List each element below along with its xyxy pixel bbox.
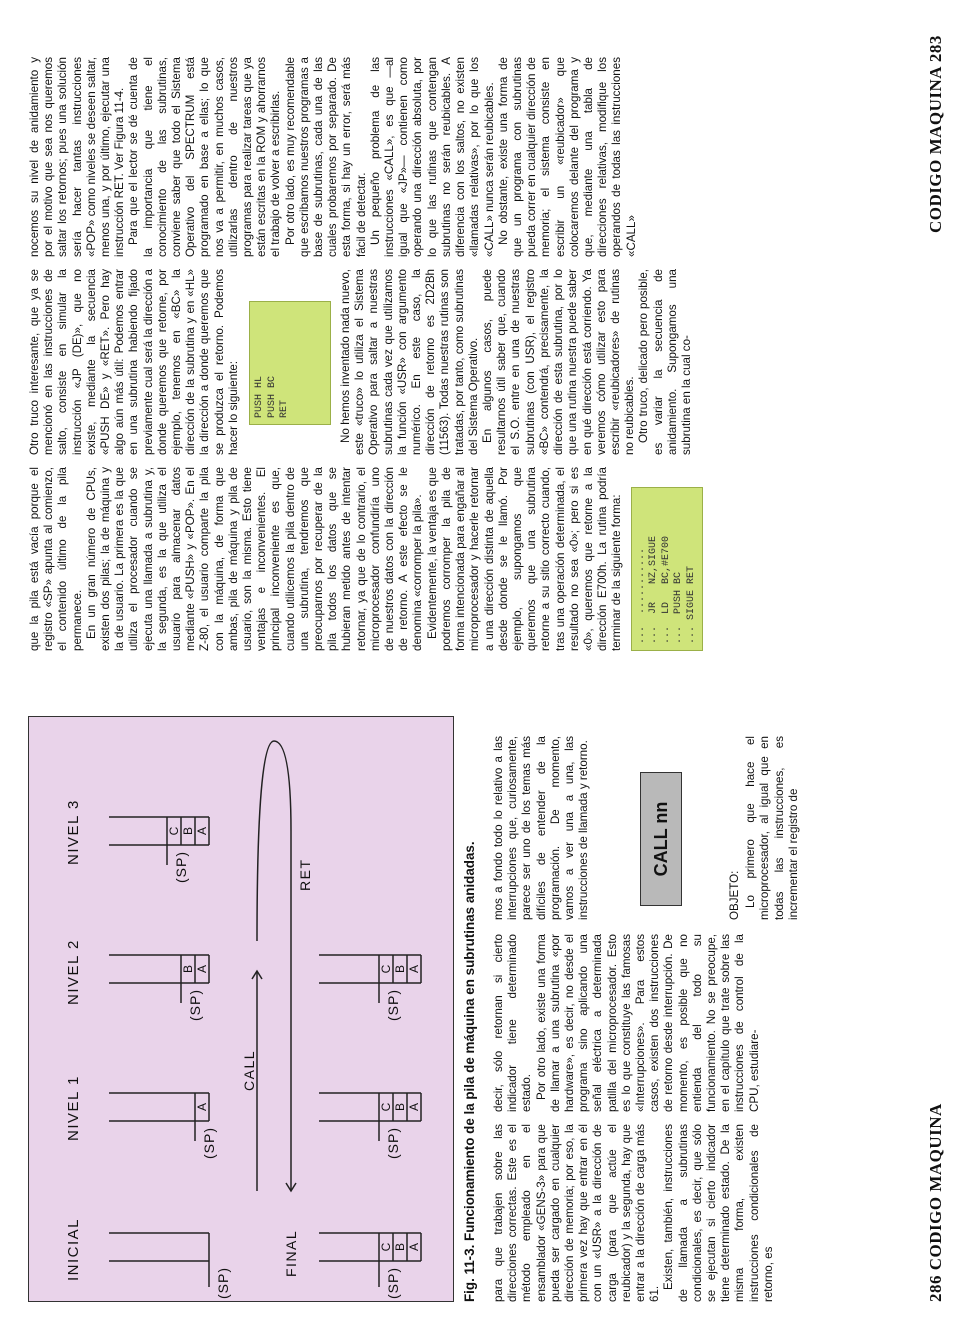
code-line: ... SIGUE RET bbox=[685, 565, 697, 644]
code-line: ... LD BC,#E700 bbox=[660, 535, 672, 644]
paragraph: Un pequeño problema de las instrucciones «CALL», es que —al igual que «JP»— contienen como operando una dirección absoluta, por lo que las rutinas que contengan subrutinas no serán reubicables. A diferencia con los saltos, no existen «llamadas relativas», por lo que los «CALL» nunca serán reubicables. bbox=[368, 57, 496, 257]
paragraph: Lo primero que hace el microprocesador, al igual que en todas las instrucciones, es incrementar el registro de bbox=[744, 736, 800, 920]
level-label-nivel3: NIVEL 3 bbox=[65, 799, 82, 865]
code-line: ... ........... bbox=[635, 547, 647, 644]
right-col-1 bbox=[28, 467, 703, 651]
left-col-3b bbox=[724, 736, 801, 920]
stack-cell: C bbox=[167, 826, 181, 836]
stack-cell: C bbox=[379, 1242, 393, 1252]
stack-cell: A bbox=[195, 1103, 209, 1112]
figure-caption: Fig. 11-3. Funcionamiento de la pila de máquina en subrutinas anidadas. bbox=[462, 841, 477, 1302]
level-label-nivel1: NIVEL 1 bbox=[65, 1075, 82, 1141]
paragraph: decir, sólo retornan si cierto indicador tiene determinado estado. bbox=[492, 934, 534, 1112]
code-line: ... PUSH BC bbox=[673, 571, 685, 644]
left-col-2 bbox=[492, 934, 762, 1112]
paragraph: Otro truco interesante, que ya se mencionó en las instrucciones de salto, consiste en simular la instrucción «JP (DE)», que no existe, mediante la secuencia «PUSH DE» y «RET». Pero hay algo aún más útil: Podemos entrar en una subrutina habiendo fijado previamente cual será la dirección a donde queremos que retorne, por ejemplo, tenemos en «BC» la dirección de la subrutina y en «HL» la dirección a donde queremos que se produzca el retorno. Podemos hacer lo siguiente: bbox=[28, 269, 240, 455]
page-286 bbox=[0, 669, 970, 1338]
stack-cell: A bbox=[195, 965, 209, 974]
page-footer-283: CODIGO MAQUINA 283 bbox=[926, 35, 945, 233]
level-label-inicial: INICIAL bbox=[65, 1217, 82, 1281]
stack-cell: B bbox=[181, 965, 195, 974]
level-label-nivel2: NIVEL 2 bbox=[65, 939, 82, 1005]
paragraph: Otro truco, delicado pero posible, es variar la secuencia de anidamiento. Supongamos una subrutina en la cual co- bbox=[637, 269, 693, 455]
code-listing-2 bbox=[249, 301, 331, 425]
figure-11-3 bbox=[28, 716, 454, 1302]
sp-label: (SP) bbox=[385, 1127, 401, 1159]
code-line: ... JR NZ,SIGUE bbox=[648, 535, 660, 644]
final-label: FINAL bbox=[283, 1229, 299, 1277]
call-nn-box: CALL nn bbox=[640, 772, 682, 906]
paragraph: En un gran número de CPUs, existen dos pilas; la de máquina y la de usuario. La primera es la que utiliza el procesador cuando se ejecuta una llamada a subrutina y, la segunda, es la que utiliza el usuario para almacenar datos mediante «PUSH» y «POP». En el Z-80, el usuario comparte la pila con la máquina, de forma que ambas, pila de máquina y pila de usuario, son la misma. Esto tiene ventajas e inconvenientes. El principal inconveniente es que, cuando utilicemos la pila dentro de una subrutina, tendremos que preocuparnos por recuperar de la pila todos los datos que se hubieran metido antes de intentar retornar, ya que de lo contrario, el microprocesador confundiría uno de nuestros datos con la dirección de retorno. A este efecto se le denomina «corromper la pila». bbox=[84, 467, 425, 651]
stack-cell: B bbox=[393, 965, 407, 974]
stack-cell: A bbox=[407, 1103, 421, 1112]
paragraph: mos a fondo todo lo relativo a las interrupciones que, curiosamente, parece ser uno de los temas más difíciles de entender de la programación. De momento, vamos a ver una a una, las instrucciones de llamada y retorno. bbox=[492, 736, 591, 920]
stack-cell: B bbox=[393, 1243, 407, 1252]
paragraph: Evidentemente, la ventaja es que podremos corromper la pila de forma intencionada para engañar al microprocesador y hacerle retornar a una dirección distinta de aquella desde donde se le llamó. Por ejemplo, supongamos que queremos que una subrutina retorne a su sitio correcto cuando, tras una operación determinada, el resultado no sea «0»; pero si es «0», queremos que retorne a la dirección E700h. La rutina podría terminar de la siguiente forma: bbox=[425, 467, 624, 651]
paragraph: No hemos inventado nada nuevo, este «truco» lo utiliza el Sistema Operativo para saltar a nuestras subrutinas cada vez que utilizamos la función «USR» con argumento numérico. En este caso, la dirección de retorno es 2D2Bh (11563). Todas nuestras rutinas son tratadas, por tanto, como subrutinas del Sistema Operativo. bbox=[339, 269, 480, 455]
sp-label: (SP) bbox=[385, 1267, 401, 1299]
objeto-heading: OBJETO: bbox=[728, 870, 741, 920]
paragraph: Para que el lector se dé cuenta de la importancia que tiene el conocimiento de las subrutinas, conviene saber que todo el Sistema Operativo del SPECTRUM está programado en base a ellas; lo que nos va a permitir, en muchos casos, utilizarlas dentro de nuestros programas para realizar tareas que ya están escritas en la ROM y ahorrarnos el trabajo de volver a escribirlas. bbox=[127, 57, 283, 257]
paragraph: para que trabajen sobre las direcciones correctas. Este es el método empleado en el ensamblador «GENS-3» para que pueda ser cargado en cualquier dirección de memoria; por eso, la primera vez hay que entrar en él con un «USR» a la dirección de carga (para que actúe el reubicador) y la segunda, hay que entrar a la dirección de carga más 61. bbox=[492, 1124, 662, 1302]
paragraph: Existen, también, instrucciones de llamada a subrutinas condicionales, es decir, que sólo se ejecutan si cierto indicador tiene determinado estado. De la misma forma, existen instrucciones condicionales de retorno, es bbox=[662, 1124, 775, 1302]
sp-label: (SP) bbox=[215, 1267, 231, 1299]
code-line: PUSH BC bbox=[266, 375, 278, 418]
paragraph: En algunos casos, puede resultarnos útil saber que, cuando el S.O. entre en una de nuestras subrutinas (con USR), el registro «BC» contendrá, precisamente, la dirección de esta subrutina, por lo que una rutina nuestra puede saber en qué dirección está corriendo. Ya veremos cómo utilizar esto para escribir «reubicadores» de rutinas no reubicables. bbox=[481, 269, 637, 455]
left-col-1 bbox=[492, 1124, 776, 1302]
stack-cell: A bbox=[195, 827, 209, 836]
paragraph: Por otro lado, existe una forma de llamar a una subrutina «por hardware», es decir, no desde el programa sino aplicando una señal eléctrica a determinada patilla del microprocesador. Esto es lo que constituye las famosas «Interrupciones». Para estos casos, existen dos instrucciones de retorno desde interrupción. De momento, es posible que no entienda del todo su funcionamiento. No se preocupe, en el capítulo que trate sobre las instrucciones de control de la CPU, estudiare- bbox=[534, 934, 761, 1112]
paragraph: que la pila está vacía porque el registro «SP» apunta al comienzo, el contenido último de la pila permanece. bbox=[28, 467, 84, 651]
stack-cell: B bbox=[393, 1103, 407, 1112]
right-col-3 bbox=[28, 57, 639, 257]
sp-label: (SP) bbox=[385, 989, 401, 1021]
code-listing-1 bbox=[631, 487, 704, 651]
paragraph: nocemos su nivel de anidamiento y por el motivo que sea nos queremos saltar los retornos; pues una solución sería hacer tantas instrucciones «POP» como niveles se deseen saltar, menos una, y por último, ejecutar una instrucción RET. Ver Figura 11-4. bbox=[28, 57, 127, 257]
sp-label: (SP) bbox=[187, 989, 203, 1021]
stack-cell: C bbox=[379, 1102, 393, 1112]
sp-label: (SP) bbox=[201, 1127, 217, 1159]
stack-cell: B bbox=[181, 827, 195, 836]
paragraph: Por otro lado, es muy recomendable que escribamos nuestros programas a base de subrutinas, cada una de las cuales probaremos por separado. De esta forma, si hay un error, será más fácil de detectar. bbox=[283, 57, 368, 257]
stack-cell: A bbox=[407, 965, 421, 974]
right-col-2 bbox=[28, 269, 694, 455]
ret-arrow-label: RET bbox=[297, 858, 313, 891]
stack-cell: A bbox=[407, 1243, 421, 1252]
code-line: PUSH HL bbox=[254, 375, 266, 418]
code-line: RET bbox=[279, 399, 291, 418]
stack-cell: C bbox=[379, 964, 393, 974]
call-arrow-label: CALL bbox=[241, 1049, 257, 1091]
paragraph: No obstante, existe una forma de que un programa con subrutinas pueda correr en cualquier dirección de memoria; el sistema consiste en escribir un «reubicador» que colocaremos delante del programa y que, mediante una tabla de direcciones relativas, modifique los operandos de todas las instrucciones «CALL» bbox=[496, 57, 638, 257]
left-col-3 bbox=[492, 736, 591, 920]
page-footer-286: 286 CODIGO MAQUINA bbox=[926, 1103, 945, 1302]
sp-label: (SP) bbox=[173, 851, 189, 883]
